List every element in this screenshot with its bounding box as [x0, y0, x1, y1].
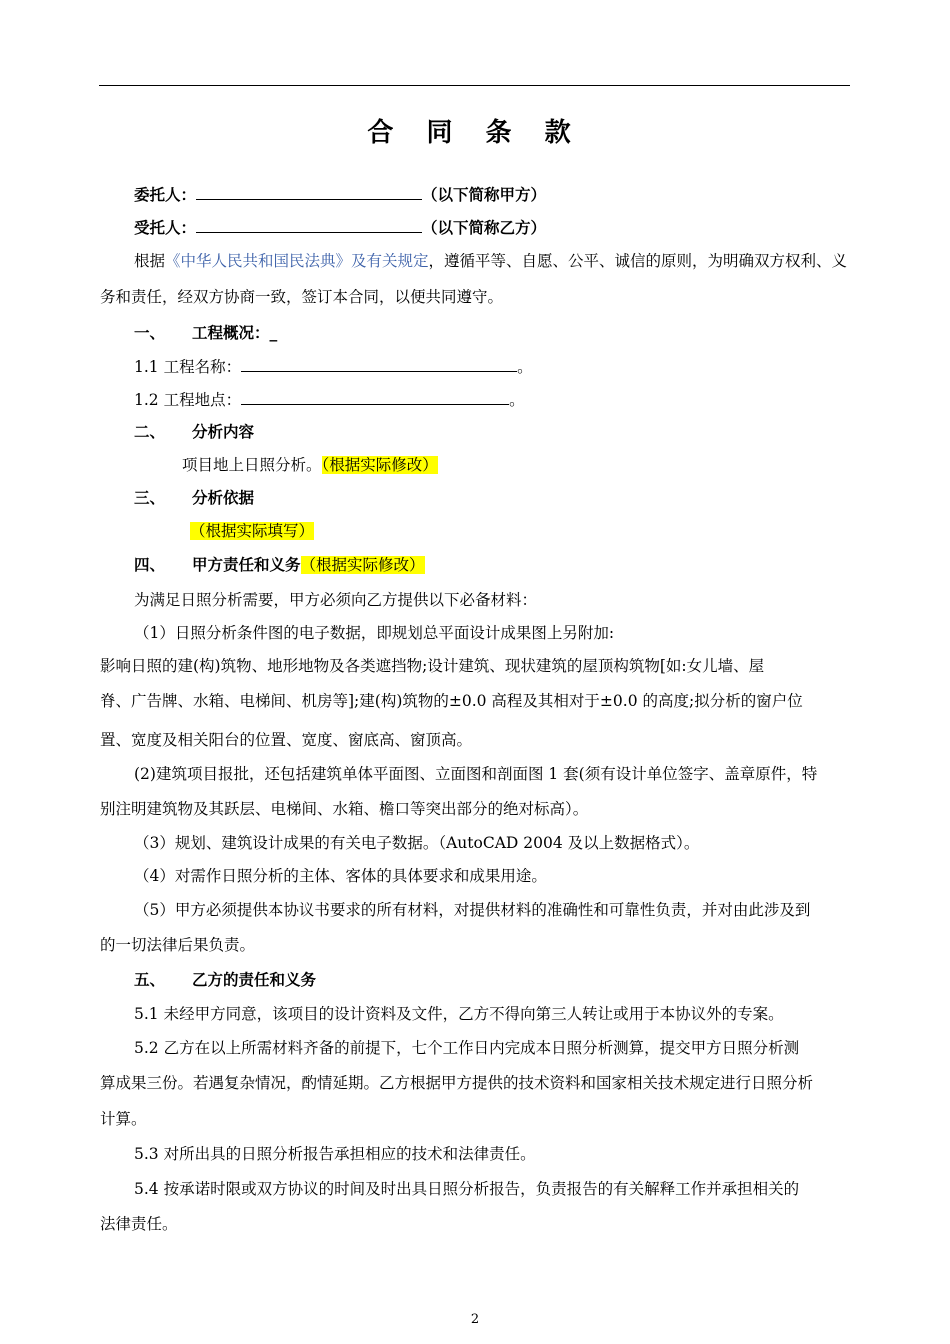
section-1-number: 一、 [134, 324, 166, 342]
section-5-title: 乙方的责任和义务 [192, 971, 317, 989]
section-4-title: 甲方责任和义务 [192, 556, 301, 574]
section-4-note: （根据实际修改） [300, 556, 425, 574]
s5-line-2: 算成果三份。若遇复杂情况，酌情延期。乙方根据甲方提供的技术资料和国家相关技术规定进行日照分析 [100, 1074, 814, 1092]
intro-line-2: 务和责任，经双方协商一致，签订本合同，以便共同遵守。 [100, 288, 504, 306]
section-3-content [190, 521, 942, 541]
header-rule [99, 85, 850, 86]
section-2-note: （根据实际修改） [321, 456, 438, 474]
intro-line-1 [134, 251, 886, 271]
section-4-number: 四、 [134, 556, 166, 574]
contractor-blank[interactable] [196, 217, 422, 233]
section-5-heading [134, 970, 886, 990]
section-3-heading [134, 488, 886, 508]
contractor-line [134, 217, 886, 238]
section-1-title: 工程概况：_ [192, 324, 278, 342]
section-1-heading [134, 323, 886, 343]
s5-line-0: 5.1 未经甲方同意，该项目的设计资料及文件，乙方不得向第三人转让或用于本协议外的专案。 [134, 1005, 784, 1023]
section-3-number: 三、 [134, 489, 166, 507]
project-location-blank[interactable] [241, 389, 509, 405]
s4-line-3: 脊、广告牌、水箱、电梯间、机房等];建(构)筑物的±0.0 高程及其相对于±0.0 的高度;拟分析的窗户位 [100, 692, 803, 710]
contractor-label: 受托人： [134, 219, 197, 237]
section-4-heading [134, 555, 886, 575]
section-2-title: 分析内容 [192, 423, 255, 441]
s4-line-9: （5）甲方必须提供本协议书要求的所有材料，对提供材料的准确性和可靠性负责，并对由此涉及到 [134, 901, 811, 919]
s4-line-5: (2)建筑项目报批，还包括建筑单体平面图、立面图和剖面图 1 套(须有设计单位签字、盖章原件，特 [134, 765, 818, 783]
project-location-end: 。 [509, 391, 525, 409]
section-3-title: 分析依据 [192, 489, 255, 507]
project-location-line [134, 389, 886, 410]
client-suffix: （以下简称甲方） [422, 186, 547, 204]
project-location-label: 1.2 工程地点： [134, 391, 242, 409]
section-5-number: 五、 [134, 971, 166, 989]
s5-line-1: 5.2 乙方在以上所需材料齐备的前提下，七个工作日内完成本日照分析测算，提交甲方日照分析测 [134, 1039, 800, 1057]
s4-line-4: 置、宽度及相关阳台的位置、宽度、窗底高、窗顶高。 [100, 731, 473, 749]
client-line [134, 184, 886, 205]
s5-line-3: 计算。 [100, 1110, 147, 1128]
client-label: 委托人： [134, 186, 197, 204]
section-2-content [182, 455, 934, 475]
section-2-heading [134, 422, 886, 442]
s5-line-5: 5.4 按承诺时限或双方协议的时间及时出具日照分析报告，负责报告的有关解释工作并承担相关的 [134, 1180, 800, 1198]
s4-line-7: （3）规划、建筑设计成果的有关电子数据。（AutoCAD 2004 及以上数据格式）。 [134, 834, 700, 852]
s4-line-10: 的一切法律后果负责。 [100, 936, 256, 954]
section-3-note: （根据实际填写） [190, 522, 315, 540]
intro-line-1-rest: ，遵循平等、自愿、公平、诚信的原则，为明确双方权利、义 [428, 252, 848, 270]
s4-line-1: （1）日照分析条件图的电子数据，即规划总平面设计成果图上另附加: [134, 624, 615, 642]
section-2-text: 项目地上日照分析。 [182, 456, 322, 474]
document-title: 合 同 条 款 [367, 118, 583, 148]
s4-line-8: （4）对需作日照分析的主体、客体的具体要求和成果用途。 [134, 867, 547, 885]
contractor-suffix: （以下简称乙方） [422, 219, 547, 237]
section-2-number: 二、 [134, 423, 166, 441]
client-blank[interactable] [196, 184, 422, 200]
s5-line-4: 5.3 对所出具的日照分析报告承担相应的技术和法律责任。 [134, 1145, 536, 1163]
s5-line-6: 法律责任。 [100, 1215, 178, 1233]
law-reference: 《中华人民共和国民法典》及有关规定 [165, 252, 429, 270]
s4-line-2: 影响日照的建(构)筑物、地形地物及各类遮挡物;设计建筑、现状建筑的屋顶构筑物[如:女儿墙、屋 [100, 657, 765, 675]
s4-line-0: 为满足日照分析需要，甲方必须向乙方提供以下必备材料： [134, 591, 538, 609]
s4-line-6: 别注明建筑物及其跃层、电梯间、水箱、檐口等突出部分的绝对标高）。 [100, 800, 589, 818]
project-name-label: 1.1 工程名称： [134, 358, 242, 376]
project-name-end: 。 [517, 358, 533, 376]
project-name-line [134, 356, 886, 377]
intro-prefix: 根据 [134, 252, 166, 270]
project-name-blank[interactable] [241, 356, 517, 372]
page-number: 2 [470, 1312, 480, 1327]
